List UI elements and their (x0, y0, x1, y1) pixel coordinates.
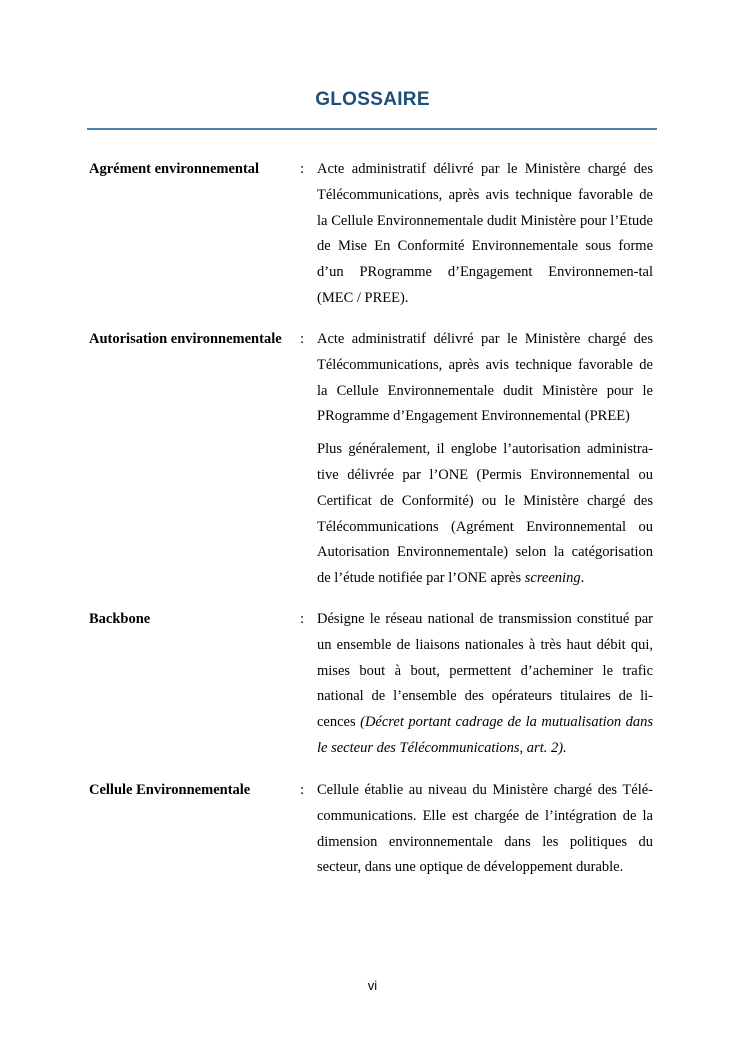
definition-text: Plus généralement, il englobe l’autorisation administra-tive délivrée par l’ONE (Permis Environnemental ou Certificat de Conformité) ou le Ministère chargé des Télécommunications (Agrément Environnemental ou Autorisation Environnementale) selon la catégorisation de l’étude notifiée par l’ONE après (317, 441, 653, 587)
definition-paragraph: Acte administratif délivré par le Ministère chargé des Télécommunications, après avis technique favorable de la Cellule Environnementale dudit Ministère pour le PRogramme d’Engagement Environnemental (PREE) (317, 331, 653, 425)
page-title: GLOSSAIRE (315, 89, 430, 110)
definition-italic-text: screening (524, 570, 581, 587)
glossary-definition (317, 157, 653, 312)
title-divider (87, 128, 657, 130)
definition-paragraph: Cellule établie au niveau du Ministère chargé des Télé-communications. Elle est chargée de l’intégration de la dimension environnementale dans les politiques du secteur, dans une optique de développement durable. (317, 782, 653, 876)
glossary-term: Backbone (89, 611, 151, 627)
definition-text: Désigne le réseau national de transmission constitué par un ensemble de liaisons nationales à très haut débit qui, mises bout à bout, permettent d’acheminer le trafic national de l’ensemble des opérateurs titulaires de li-cences (317, 611, 653, 731)
glossary-definition (317, 607, 653, 762)
definition-paragraph (317, 607, 653, 762)
glossary-term: Autorisation environnementale (89, 331, 282, 347)
definition-paragraph (317, 437, 653, 592)
glossary-definition (317, 778, 653, 881)
page-number: vi (367, 978, 378, 993)
term-separator: : (300, 331, 305, 347)
term-separator: : (300, 161, 305, 177)
glossary-term: Cellule Environnementale (89, 782, 251, 798)
term-separator: : (300, 782, 305, 798)
definition-italic-text: (Décret portant cadrage de la mutualisation dans le secteur des Télécommunications, art. 2). (317, 714, 653, 756)
definition-paragraph: Acte administratif délivré par le Ministère chargé des Télécommunications, après avis technique favorable de la Cellule Environnementale dudit Ministère pour l’Etude de Mise En Conformité Environnementale sous forme d’un PRogramme d’Engagement Environnemen-tal (MEC / PREE). (317, 161, 653, 306)
glossary-term: Agrément environnemental (89, 161, 260, 177)
term-separator: : (300, 611, 305, 627)
glossary-definition (317, 327, 653, 592)
definition-end: . (580, 570, 585, 587)
